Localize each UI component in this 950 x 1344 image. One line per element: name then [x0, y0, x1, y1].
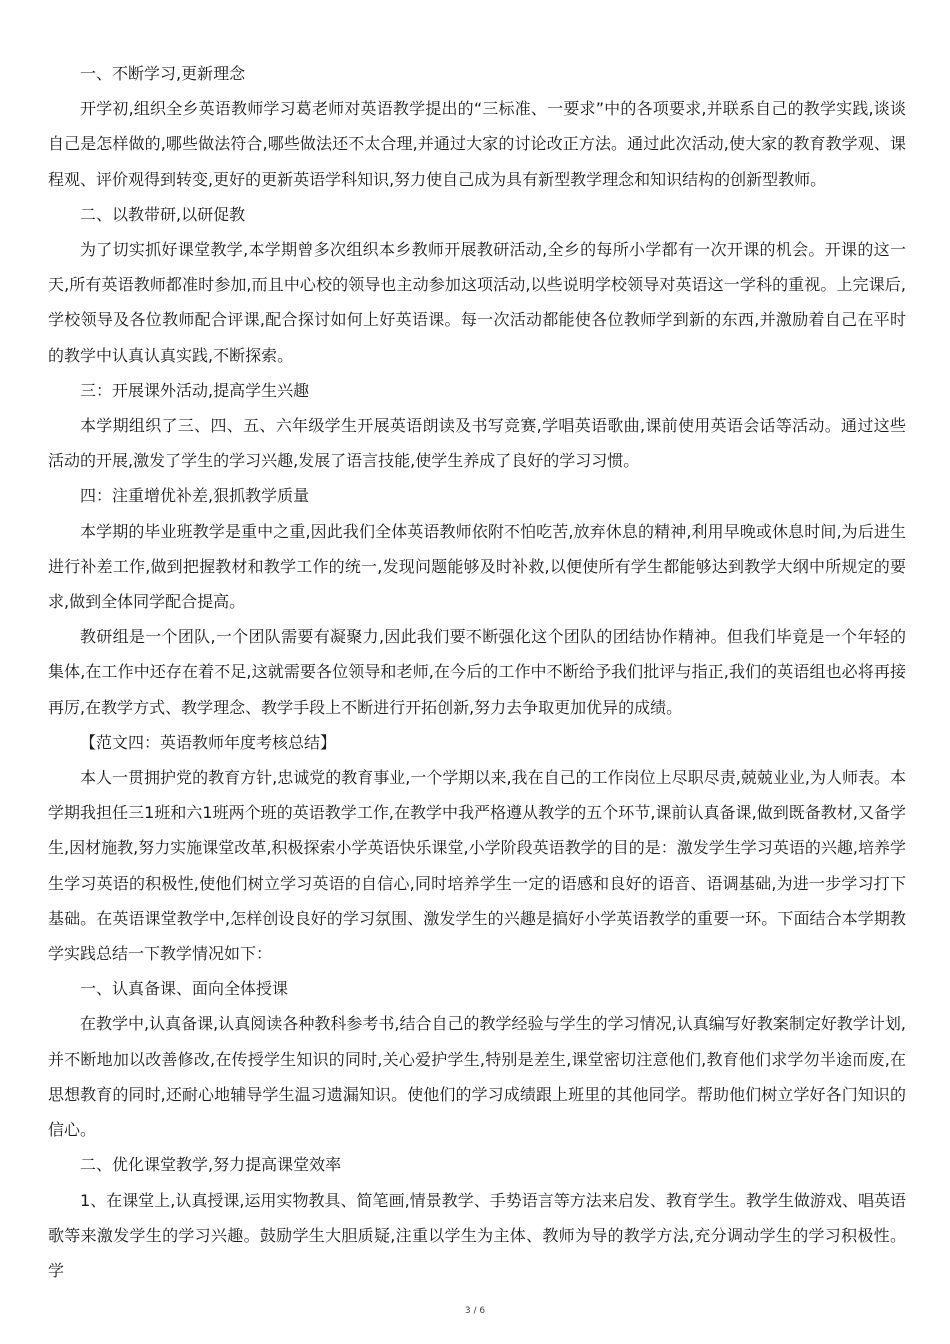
document-body [48, 56, 906, 1288]
paragraph: 本学期的毕业班教学是重中之重,因此我们全体英语教师依附不怕吃苦,放弃休息的精神,利用早晚或休息时间,为后进生进行补差工作,做到把握教材和教学工作的统一,发现问题能够及时补救,以便使所有学生都能够达到教学大纲中所规定的要求,做到全体同学配合提高。 [48, 521, 906, 612]
section-heading: 一、不断学习,更新理念 [80, 64, 246, 83]
paragraph: 本人一贯拥护党的教育方针,忠诚党的教育事业,一个学期以来,我在自己的工作岗位上尽职尽责,兢兢业业,为人师表。本学期我担任三1班和六1班两个班的英语教学工作,在教学中我严格遵从教学的五个环节,课前认真备课,做到既备教材,又备学生,因材施教,努力实施课堂改革,积极探索小学英语快乐课堂,小学阶段英语教学的目的是：激发学生学习英语的兴趣,培养学生学习英语的积极性,使他们树立学习英语的自信心,同时培养学生一定的语感和良好的语音、语调基础,为进一步学习打下基础。在英语课堂教学中,怎样创设良好的学习氛围、激发学生的兴趣是搞好小学英语教学的重要一环。下面结合本学期教学实践总结一下教学情况如下： [48, 768, 906, 964]
section-heading: 三：开展课外活动,提高学生兴趣 [80, 380, 310, 400]
section-heading: 一、认真备课、面向全体授课 [80, 979, 289, 999]
paragraph: 1、在课堂上,认真授课,运用实物教具、简笔画,情景教学、手势语言等方法来启发、教育学生。教学生做游戏、唱英语歌等来激发学生的学习兴趣。鼓励学生大胆质疑,注重以学生为主体、教师为导的教学方法,充分调动学生的学习积极性。学 [48, 1190, 906, 1280]
section-heading: 二、优化课堂教学,努力提高课堂效率 [80, 1155, 342, 1175]
paragraph: 开学初,组织全乡英语教师学习葛老师对英语教学提出的“三标准、一要求”中的各项要求,并联系自己的教学实践,谈谈自己是怎样做的,哪些做法符合,哪些做法还不太合理,并通过大家的讨论改正方法。通过此次活动,使大家的教育教学观、课程观、评价观得到转变,更好的更新英语学科知识,努力使自己成为具有新型教学理念和知识结构的创新型教师。 [48, 99, 906, 189]
section-heading: 四：注重增优补差,狠抓教学质量 [80, 486, 310, 506]
paragraph: 教研组是一个团队,一个团队需要有凝聚力,因此我们要不断强化这个团队的团结协作精神。但我们毕竟是一个年轻的集体,在工作中还存在着不足,这就需要各位领导和老师,在今后的工作中不断给予我们批评与指正,我们的英语组也必将再接再厉,在教学方式、教学理念、教学手段上不断进行开拓创新,努力去争取更加优异的成绩。 [48, 627, 906, 717]
paragraph: 在教学中,认真备课,认真阅读各种教科参考书,结合自己的教学经验与学生的学习情况,认真编写好教案制定好教学计划,并不断地加以改善修改,在传授学生知识的同时,关心爱护学生,特别是差生,课堂密切注意他们,教育他们求学勿半途而废,在思想教育的同时,还耐心地辅导学生温习遗漏知识。使他们的学习成绩跟上班里的其他同学。帮助他们树立学好各门知识的信心。 [48, 1014, 906, 1140]
essay-title: 【范文四：英语教师年度考核总结】 [80, 732, 337, 752]
paragraph: 本学期组织了三、四、五、六年级学生开展英语朗读及书写竞赛,学唱英语歌曲,课前使用英语会话等活动。通过这些活动的开展,激发了学生的学习兴趣,发展了语言技能,使学生养成了良好的学习习惯。 [48, 416, 906, 471]
paragraph: 为了切实抓好课堂教学,本学期曾多次组织本乡教师开展教研活动,全乡的每所小学都有一次开课的机会。开课的这一天,所有英语教师都准时参加,而且中心校的领导也主动参加这项活动,以些说明学校领导对英语这一学科的重视。上完课后,学校领导及各位教师配合评课,配合探讨如何上好英语课。每一次活动都能使各位教师学到新的东西,并激励着自己在平时的教学中认真认真实践,不断探索。 [48, 240, 906, 365]
page-number: 3 / 6 [464, 1306, 486, 1316]
section-heading: 二、以教带研,以研促教 [80, 204, 246, 224]
